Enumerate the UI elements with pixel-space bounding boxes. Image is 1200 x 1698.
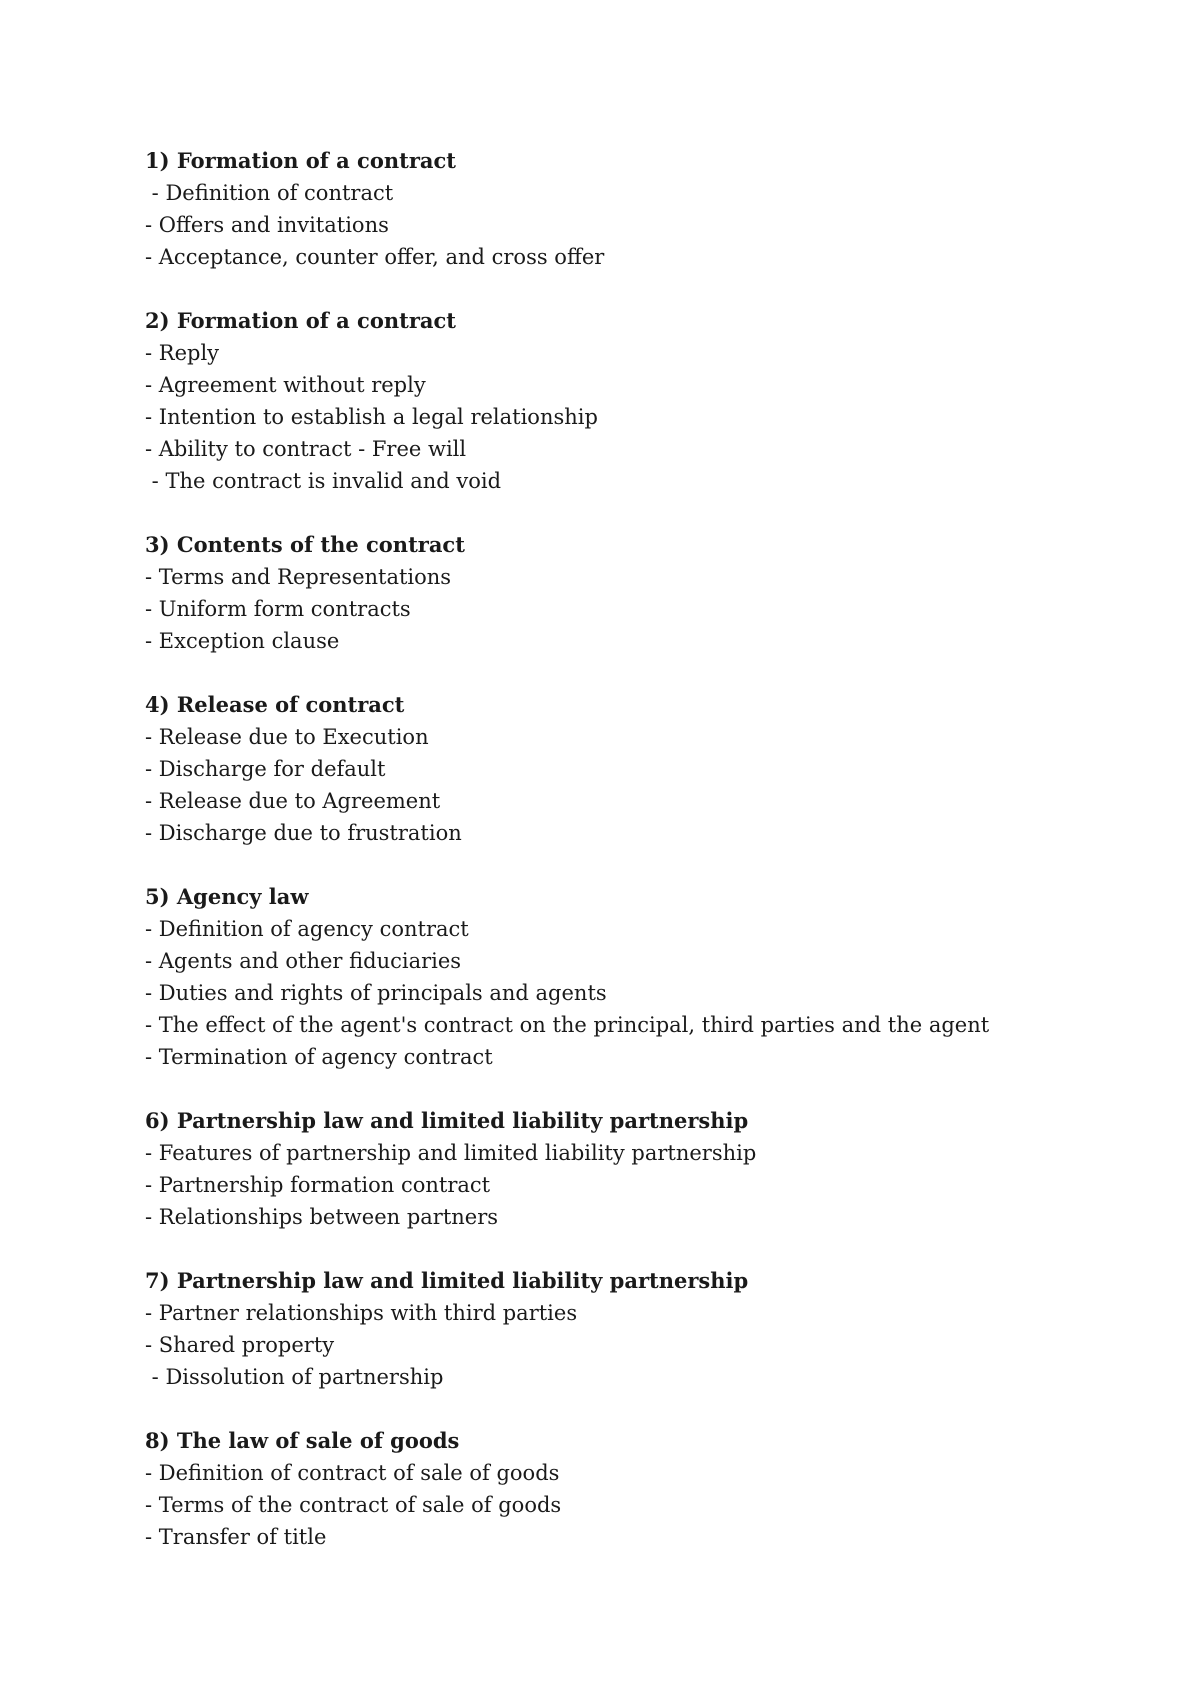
section-title: 3) Contents of the contract [145, 532, 465, 557]
section-5 [145, 881, 1145, 1073]
section-title: 1) Formation of a contract [145, 148, 456, 173]
list-item: - Transfer of title [145, 1525, 327, 1549]
list-item: - Terms and Representations [145, 565, 452, 589]
list-item: - Definition of contract of sale of goods [145, 1461, 560, 1485]
section-4 [145, 689, 1145, 849]
list-item: - The contract is invalid and void [145, 469, 502, 493]
list-item: - Definition of agency contract [145, 917, 469, 941]
list-item: - Discharge due to frustration [145, 821, 462, 845]
list-item: - Intention to establish a legal relationship [145, 405, 598, 429]
section-title: 6) Partnership law and limited liability partnership [145, 1108, 749, 1133]
list-item: - Shared property [145, 1333, 335, 1357]
section-title: 5) Agency law [145, 884, 309, 909]
section-title: 4) Release of contract [145, 692, 405, 717]
section-2 [145, 305, 1145, 497]
section-7 [145, 1265, 1145, 1393]
list-item: - Termination of agency contract [145, 1045, 493, 1069]
section-8 [145, 1425, 1145, 1553]
list-item: - Discharge for default [145, 757, 386, 781]
list-item: - Partnership formation contract [145, 1173, 491, 1197]
list-item: - Partner relationships with third parties [145, 1301, 578, 1325]
list-item: - The effect of the agent's contract on the principal, third parties and the agent [145, 1013, 990, 1037]
section-title: 7) Partnership law and limited liability partnership [145, 1268, 749, 1293]
list-item: - Agents and other fiduciaries [145, 949, 462, 973]
list-item: - Features of partnership and limited liability partnership [145, 1141, 757, 1165]
list-item: - Exception clause [145, 629, 340, 653]
section-6 [145, 1105, 1145, 1233]
list-item: - Reply [145, 341, 220, 365]
list-item: - Offers and invitations [145, 213, 389, 237]
section-title: 2) Formation of a contract [145, 308, 456, 333]
section-title: 8) The law of sale of goods [145, 1428, 460, 1453]
list-item: - Terms of the contract of sale of goods [145, 1493, 562, 1517]
list-item: - Ability to contract - Free will [145, 437, 467, 461]
list-item: - Release due to Execution [145, 725, 429, 749]
list-item: - Agreement without reply [145, 373, 426, 397]
list-item: - Definition of contract [145, 181, 394, 205]
list-item: - Acceptance, counter offer, and cross offer [145, 245, 605, 269]
list-item: - Relationships between partners [145, 1205, 499, 1229]
document-page [145, 145, 1145, 1585]
list-item: - Duties and rights of principals and agents [145, 981, 607, 1005]
list-item: - Dissolution of partnership [145, 1365, 444, 1389]
list-item: - Uniform form contracts [145, 597, 411, 621]
section-1 [145, 145, 1145, 273]
list-item: - Release due to Agreement [145, 789, 441, 813]
section-3 [145, 529, 1145, 657]
